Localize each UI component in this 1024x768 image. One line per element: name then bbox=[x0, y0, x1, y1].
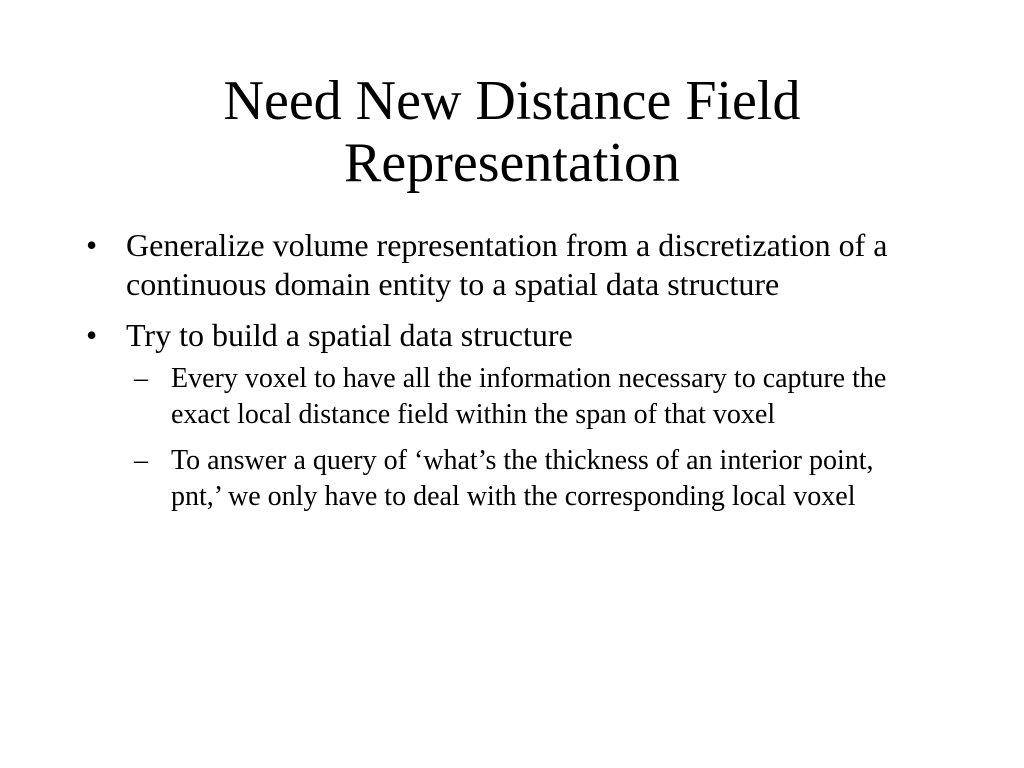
bullet-item-1 bbox=[0, 226, 1024, 304]
subbullet-item-1 bbox=[0, 361, 1024, 433]
slide-title bbox=[90, 70, 934, 194]
subbullet-marker-1: – bbox=[134, 363, 148, 394]
bullet-text-1: Generalize volume representation from a discretization of a continuous domain entity to a spatial data structure bbox=[126, 227, 888, 302]
subbullet-marker-2: – bbox=[134, 445, 148, 476]
bullet-item-2 bbox=[0, 316, 1024, 355]
slide-title-line-1: Need New Distance Field bbox=[223, 70, 801, 132]
subbullet-text-1: Every voxel to have all the information necessary to capture the exact local distance field within the span of that voxel bbox=[171, 363, 887, 430]
bullet-marker-2: • bbox=[86, 317, 98, 353]
subbullet-item-2 bbox=[0, 443, 1024, 515]
subbullet-text-2: To answer a query of ‘what’s the thickness of an interior point, pnt,’ we only have to deal with the corresponding local voxel bbox=[171, 445, 874, 512]
bullet-marker-1: • bbox=[86, 227, 98, 263]
bullet-text-2: Try to build a spatial data structure bbox=[126, 317, 573, 353]
slide-body bbox=[0, 226, 1024, 525]
slide-title-line-2: Representation bbox=[344, 132, 680, 194]
